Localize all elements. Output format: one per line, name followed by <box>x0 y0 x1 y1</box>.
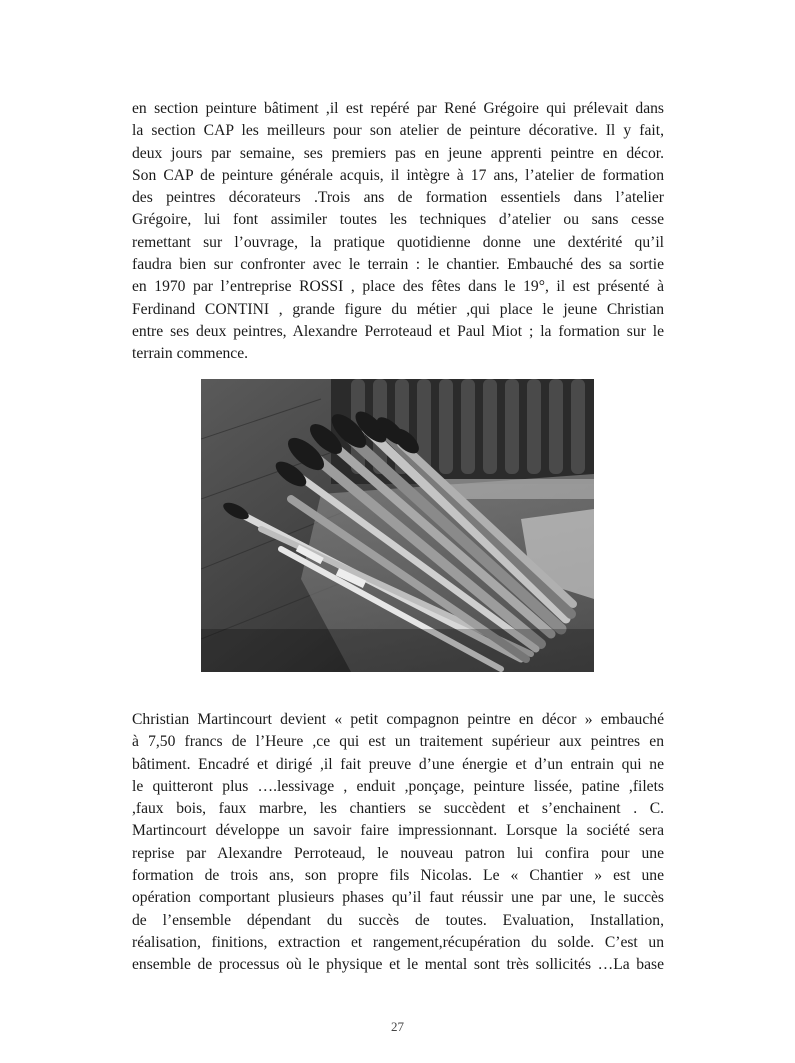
text-line: des peintres décorateurs .Trois ans de formation essentiels dans l’atelier <box>132 189 664 207</box>
paragraph-1 <box>132 98 664 366</box>
text-line: formation de trois ans, son propre fils Nicolas. Le « Chantier » est une <box>132 867 664 885</box>
text-line: faudra bien sur confronter avec le terrain : le chantier. Embauché des sa sortie <box>132 256 664 274</box>
text-line: le quitteront plus ….lessivage , enduit ,ponçage, peinture lissée, patine ,filets <box>132 777 664 795</box>
text-line: en 1970 par l’entreprise ROSSI , place des fêtes dans le 19°, il est présenté à <box>132 278 664 296</box>
text-line: ensemble de processus où le physique et le mental sont très sollicités …La base <box>132 956 664 974</box>
text-line: reprise par Alexandre Perroteaud, le nouveau patron lui confira pour une <box>132 844 664 862</box>
page-number: 27 <box>391 1019 404 1034</box>
paintbrushes-photo <box>201 379 594 672</box>
text-line: bâtiment. Encadré et dirigé ,il fait preuve d’une énergie et d’un entrain qui ne <box>132 755 664 773</box>
text-line: Son CAP de peinture générale acquis, il intègre à 17 ans, l’atelier de formation <box>132 166 664 184</box>
text-line: Christian Martincourt devient « petit compagnon peintre en décor » embauché <box>132 711 664 728</box>
text-line: opération comportant plusieurs phases qu’il faut réussir une par une, le succès <box>132 889 664 907</box>
paintbrushes-illustration <box>201 379 594 672</box>
text-line: la section CAP les meilleurs pour son atelier de peinture décorative. Il y fait, <box>132 122 664 140</box>
text-line: de l’ensemble dépendant du succès de toutes. Evaluation, Installation, <box>132 911 664 929</box>
text-line: terrain commence. <box>132 345 249 363</box>
text-line: entre ses deux peintres, Alexandre Perroteaud et Paul Miot ; la formation sur le <box>132 322 664 340</box>
text-line: à 7,50 francs de l’Heure ,ce qui est un traitement supérieur aux peintres en <box>132 733 664 751</box>
text-line: réalisation, finitions, extraction et rangement,récupération du solde. C’est un <box>132 933 664 951</box>
text-line: remettant sur l’ouvrage, la pratique quotidienne donne une dextérité qu’il <box>132 233 664 251</box>
text-line: deux jours par semaine, ses premiers pas en jeune apprenti peintre en décor. <box>132 144 664 162</box>
text-line: Grégoire, lui font assimiler toutes les techniques d’atelier ou sans cesse <box>132 211 664 229</box>
text-line: ,faux bois, faux marbre, les chantiers se succèdent et s’enchainent . C. <box>132 800 664 818</box>
text-line: Ferdinand CONTINI , grande figure du métier ,qui place le jeune Christian <box>132 300 664 318</box>
text-line: Martincourt développe un savoir faire impressionnant. Lorsque la société sera <box>132 822 664 840</box>
text-line: en section peinture bâtiment ,il est repéré par René Grégoire qui prélevait dans <box>132 100 664 117</box>
paragraph-2 <box>132 709 664 977</box>
